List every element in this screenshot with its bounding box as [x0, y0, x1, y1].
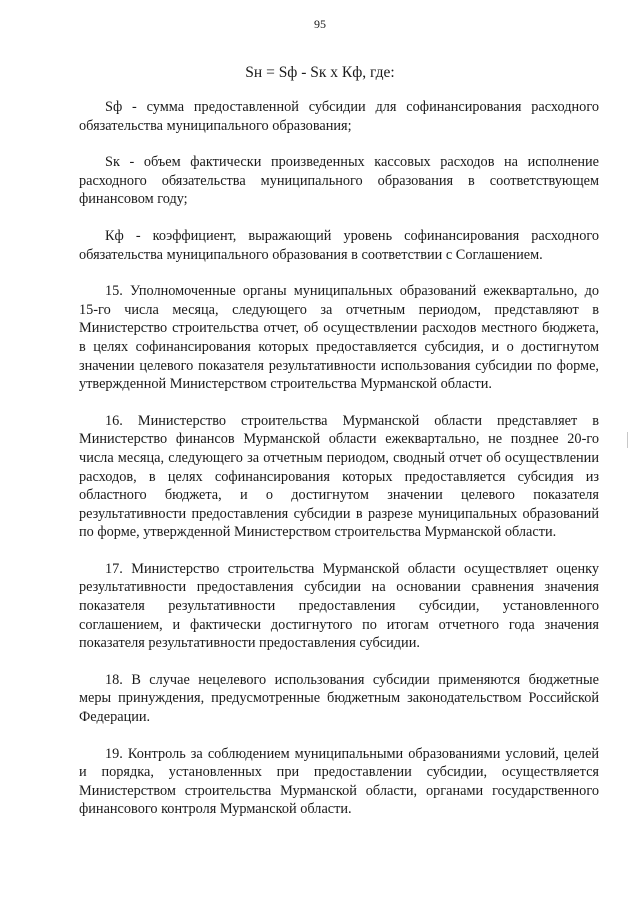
definition-kf: Кф - коэффициент, выражающий уровень софинансирования расходного обязательства муниципального образования в соответствии с Соглашением. — [79, 227, 599, 263]
definition-sk: Sк - объем фактически произведенных кассовых расходов на исполнение расходного обязательства муниципального образования в соответствующем финансовом году; — [79, 154, 599, 208]
clause-16: 16. Министерство строительства Мурманской области представляет в Министерство финансов Мурманской области ежеквартально, не позднее 20-го числа месяца, следующего за отчетным периодом, сводный отчет об осуществлении расходов, в целях софинансирования которых предоставляется субсидия из областного бюджета, и о достигнутом значении целевого показателя результативности предоставления субсидии в разрезе муниципальных образований по форме, утвержденной Министерством строительства Мурманской области. — [79, 412, 599, 541]
clause-19: 19. Контроль за соблюдением муниципальными образованиями условий, целей и порядка, установленных при предоставлении субсидии, осуществляется Министерством строительства Мурманской области, органами государственного финансового контроля Мурманской области. — [79, 745, 599, 818]
clause-15: 15. Уполномоченные органы муниципальных образований ежеквартально, до 15-го числа месяца, следующего за отчетным периодом, представляют в Министерство строительства отчет, об осуществлении расходов местного бюджета, в целях софинансирования которых предоставляется субсидия, и о достигнутом значении целевого показателя результативности использования субсидии по форме, утвержденной Министерством строительства Мурманской области. — [79, 283, 599, 393]
clause-17: 17. Министерство строительства Мурманской области осуществляет оценку результативности предоставления субсидии на основании сравнения значения показателя результативности предоставления субсидии, установленного соглашением, и фактически достигнутого по итогам отчетного года значения показателя результативности предоставления субсидии. — [79, 560, 599, 652]
clause-18: 18. В случае нецелевого использования субсидии применяются бюджетные меры принуждения, предусмотренные бюджетным законодательством Российской Федерации. — [79, 671, 599, 726]
formula-line: Sн = Sф - Sк х Кф, где: — [245, 64, 395, 81]
definition-sf: Sф - сумма предоставленной субсидии для софинансирования расходного обязательства муниципального образования; — [79, 99, 599, 134]
document-body — [79, 98, 599, 837]
scan-artifact — [627, 432, 628, 448]
page-number: 95 — [314, 17, 326, 31]
